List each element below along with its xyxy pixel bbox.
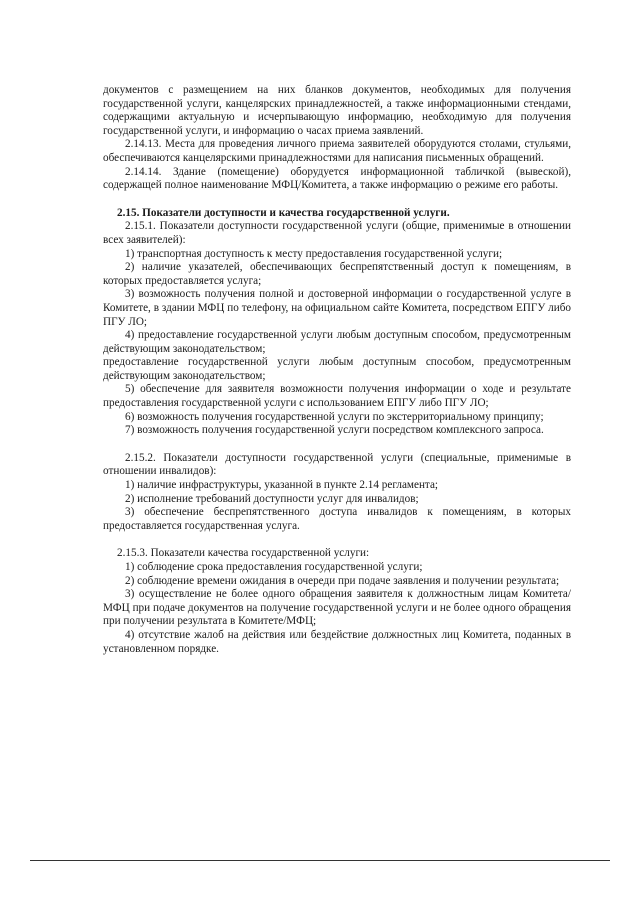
footer-divider: [30, 860, 610, 861]
paragraph-2-15-1: 2.15.1. Показатели доступности государственной услуги (общие, применимые в отношении всех заявителей):: [103, 220, 571, 246]
list-item-accessibility-requirements: 2) исполнение требований доступности услуг для инвалидов;: [125, 492, 419, 505]
paragraph-2-14-14: 2.14.14. Здание (помещение) оборудуется информационной табличкой (вывеской), содержащей полное наименование МФЦ/Комитета, а также информацию о режиме его работы.: [103, 165, 571, 192]
list-item-no-complaints: 4) отсутствие жалоб на действия или бездействие должностных лиц Комитета, поданных в установленном порядке.: [103, 628, 571, 655]
paragraph-documents-info: документов с размещением на них бланков документов, необходимых для получения государственной услуги, канцелярских принадлежностей, а также информационными стендами, содержащими актуальную и исчерпывающую информацию, необходимую для получения государственной услуги, и информацию о часах приема заявлений.: [103, 84, 571, 137]
spacer: [103, 438, 571, 452]
list-item-single-visit: 3) осуществление не более одного обращения заявителя к должностным лицам Комитета/МФЦ при подаче документов на получение государственной услуги и не более одного обращения при получении результата в Комитете/МФЦ;: [103, 588, 571, 628]
list-item-signs: 2) наличие указателей, обеспечивающих беспрепятственный доступ к помещениям, в которых предоставляется услуга;: [103, 261, 571, 287]
list-item-term-compliance: 1) соблюдение срока предоставления государственной услуги;: [125, 561, 423, 573]
document-page: [103, 84, 571, 656]
list-item-extraterritorial: 6) возможность получения государственной услуги по экстерриториальному принципу;: [125, 410, 544, 423]
list-item-complex-request: 7) возможность получения государственной услуги посредством комплексного запроса.: [125, 424, 544, 437]
section-heading-2-15: 2.15. Показатели доступности и качества государственной услуги.: [117, 206, 450, 219]
spacer: [103, 533, 571, 547]
list-item-waiting-time: 2) соблюдение времени ожидания в очереди при подаче заявления и получении результата;: [125, 574, 560, 587]
list-item-unobstructed-access: 3) обеспечение беспрепятственного доступа инвалидов к помещениям, в которых предоставляется государственная услуга.: [103, 506, 571, 532]
list-item-any-method-duplicate: предоставление государственной услуги любым доступным способом, предусмотренным действующим законодательством;: [103, 356, 571, 382]
paragraph-2-15-3: 2.15.3. Показатели качества государственной услуги:: [117, 547, 370, 560]
paragraph-2-14-13: 2.14.13. Места для проведения личного приема заявителей оборудуются столами, стульями, обеспечиваются канцелярскими принадлежностями для написания письменных обращений.: [103, 138, 571, 164]
list-item-infrastructure: 1) наличие инфраструктуры, указанной в пункте 2.14 регламента;: [125, 479, 439, 492]
paragraph-2-15-2: 2.15.2. Показатели доступности государственной услуги (специальные, применимые в отношении инвалидов):: [103, 451, 571, 478]
list-item-information: 3) возможность получения полной и достоверной информации о государственной услуге в Комитете, в здании МФЦ по телефону, на официальном сайте Комитета, посредством ЕПГУ либо ПГУ ЛО;: [103, 288, 571, 328]
list-item-progress-info: 5) обеспечение для заявителя возможности получения информации о ходе и результате предоставления государственной услуги с использованием ЕПГУ либо ПГУ ЛО;: [103, 383, 571, 410]
list-item-any-method: 4) предоставление государственной услуги любым доступным способом, предусмотренным действующим законодательством;: [103, 329, 571, 355]
list-item-transport: 1) транспортная доступность к месту предоставления государственной услуги;: [125, 247, 503, 260]
